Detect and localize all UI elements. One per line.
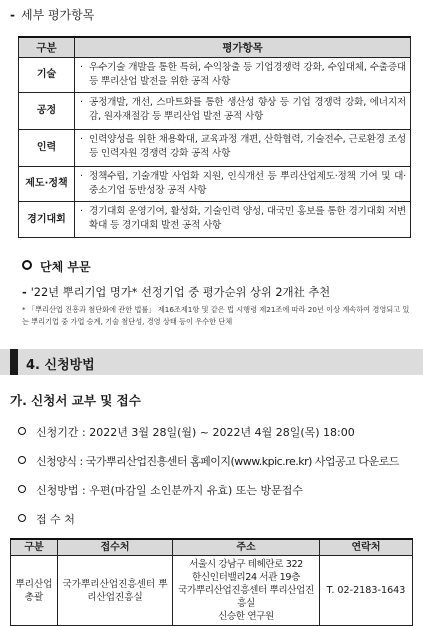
- heading-dash: -: [10, 8, 15, 22]
- address-line: 서울시 강남구 테헤란로 322: [189, 559, 303, 570]
- application-period: [18, 424, 355, 440]
- criteria-dash: -: [22, 286, 27, 299]
- circle-bullet-icon: [18, 485, 26, 493]
- bullet: ·: [80, 206, 84, 217]
- group-award-criteria: [22, 284, 330, 300]
- group-award-heading: [22, 258, 91, 275]
- eval-row: [19, 202, 411, 238]
- eval-category: 인력: [19, 130, 75, 167]
- bullet: ·: [80, 97, 84, 108]
- circle-bullet-icon: [18, 514, 26, 522]
- contact-header-office: 접수처: [58, 539, 173, 556]
- evaluation-table: [18, 36, 411, 238]
- application-form: [18, 453, 399, 469]
- eval-item: 인력양성을 위한 채용확대, 교육과정 개편, 산학협력, 기술전수, 근로환경 조성 등 인력자원 경쟁력 강화 공적 사항: [89, 134, 406, 159]
- contact-header-address: 주소: [173, 539, 320, 556]
- eval-category: 공정: [19, 93, 75, 130]
- eval-header-items: 평가항목: [75, 37, 411, 58]
- heading-text: 세부 평가항목: [20, 8, 95, 22]
- eval-row: [19, 167, 411, 202]
- application-period-text: 신청기간 : 2022년 3월 28일(월) ~ 2022년 4월 28일(목) 18:00: [36, 426, 355, 439]
- contact-row: [11, 556, 413, 626]
- circle-bullet-icon: [18, 427, 26, 435]
- eval-row: [19, 93, 411, 130]
- section-accent-bar: [10, 349, 18, 375]
- eval-category: 경기대회: [19, 202, 75, 238]
- eval-header-category: 구분: [19, 37, 75, 58]
- bullet: ·: [80, 171, 84, 182]
- bullet: ·: [80, 134, 84, 145]
- application-method: [18, 482, 303, 498]
- contact-phone: T. 02-2183-1643: [320, 556, 413, 626]
- contact-office: 국가뿌리산업진흥센터 뿌리산업진흥실: [58, 556, 173, 626]
- application-office-text: 접 수 처: [36, 513, 75, 526]
- contact-address: [173, 556, 320, 626]
- criteria-text: '22년 뿌리기업 명가* 선정기업 중 평가순위 상위 2개社 추천: [30, 286, 331, 299]
- section-4-banner: [0, 349, 423, 375]
- eval-category: 제도·정책: [19, 167, 75, 202]
- contact-category: 뿌리산업 총괄: [11, 556, 58, 626]
- section-4-title: 4. 신청방법: [26, 358, 95, 373]
- eval-item: 정책수립, 기술개발 사업화 지원, 인식개선 등 뿌리산업제도·정책 기여 및 대·중소기업 동반성장 공적 사항: [89, 171, 406, 196]
- circle-bullet-icon: [18, 456, 26, 464]
- application-form-text: 신청양식 : 국가뿌리산업진흥센터 홈페이지(www.kpic.re.kr) 사업공고 다운로드: [36, 455, 399, 468]
- eval-item: 공정개발, 개선, 스마트화를 통한 생산성 향상 등 기업 경쟁력 강화, 에너지저감, 원자재절감 등 뿌리산업 발전 공적 사항: [89, 97, 406, 122]
- address-line: 한신인터밸리24 서관 19층: [192, 572, 300, 583]
- group-award-title: 단체 부문: [40, 260, 91, 274]
- address-line: 신승한 연구원: [218, 611, 274, 622]
- detail-eval-heading: [10, 6, 94, 23]
- subsection-title: 가. 신청서 교부 및 접수: [10, 393, 141, 408]
- address-line: 국가뿌리산업진흥센터 뿌리산업진흥실: [178, 585, 314, 609]
- footnote: * 「뿌리산업 진흥과 첨단화에 관한 법률」 제16조제1항 및 같은 법 시행령 제21조에 따라 20년 이상 계속하여 경영되고 있는 뿌리기업 중 가업 승계, 기술 첨단성, 경영 상태 등이 우수한 단체: [22, 305, 410, 326]
- contact-header-category: 구분: [11, 539, 58, 556]
- application-office: [18, 511, 75, 527]
- bullet: ·: [80, 62, 84, 73]
- eval-item: 경기대회 운영기여, 활성화, 기술인력 양성, 대국민 홍보를 통한 경기대회 저변확대 등 경기대회 발전 공적 사항: [89, 206, 406, 231]
- eval-item: 우수기술 개발을 통한 특허, 수익창출 등 기업경쟁력 강화, 수입대체, 수출증대 등 뿌리산업 발전을 위한 공적 사항: [89, 62, 406, 87]
- circle-bullet-icon: [22, 260, 32, 270]
- application-method-text: 신청방법 : 우편(마감일 소인분까지 유효) 또는 방문접수: [36, 484, 304, 497]
- eval-row: [19, 58, 411, 93]
- eval-row: [19, 130, 411, 167]
- contact-table: [10, 538, 413, 626]
- contact-header-phone: 연락처: [320, 539, 413, 556]
- eval-category: 기술: [19, 58, 75, 93]
